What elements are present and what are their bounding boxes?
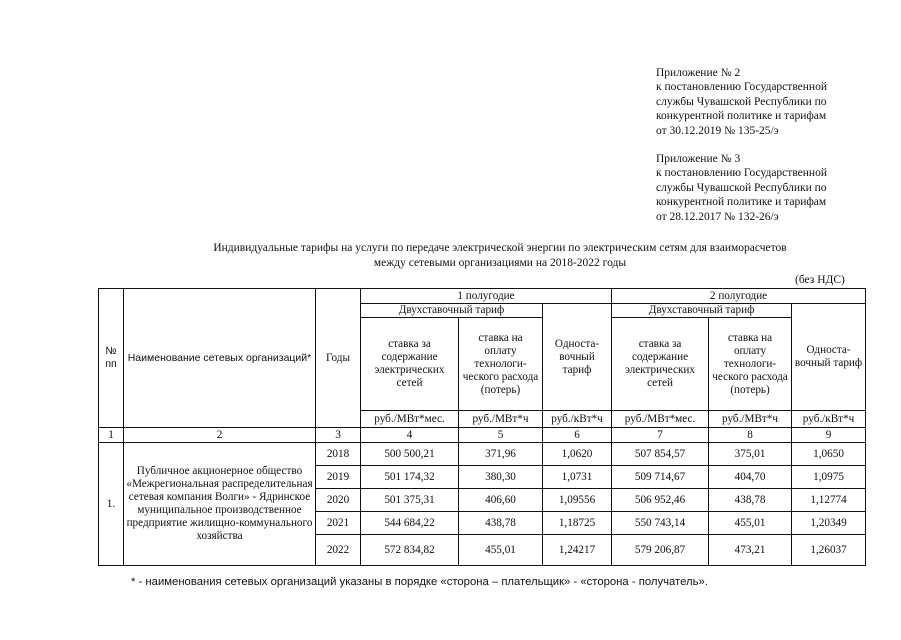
col-number: 7 <box>612 428 709 443</box>
cell-h2-single: 1,20349 <box>792 512 866 535</box>
appendix-2-line: конкурентной политике и тарифам <box>656 110 827 123</box>
cell-h2-maint: 509 714,67 <box>612 466 709 489</box>
cell-h2-loss: 375,01 <box>709 443 792 466</box>
cell-h2-loss: 473,21 <box>709 535 792 566</box>
cell-h1-single: 1,18725 <box>543 512 612 535</box>
cell-h2-maint: 507 854,57 <box>612 443 709 466</box>
header-rate-maint-1: ставка за содержание электрических сетей <box>361 318 459 411</box>
unit-mwh-1: руб./МВт*ч <box>459 411 543 428</box>
unit-month-2: руб./МВт*мес. <box>612 411 709 428</box>
cell-h1-loss: 380,30 <box>459 466 543 489</box>
cell-year: 2019 <box>316 466 361 489</box>
unit-mwh-2: руб./МВт*ч <box>709 411 792 428</box>
header-rate-loss-1: ставка на оплату технологи-ческого расхода (потерь) <box>459 318 543 411</box>
appendix-2-line: от 30.12.2019 № 135-25/э <box>656 124 779 137</box>
cell-h1-loss: 455,01 <box>459 535 543 566</box>
cell-h1-maint: 501 174,32 <box>361 466 459 489</box>
cell-h1-loss: 438,78 <box>459 512 543 535</box>
unit-kwh-1: руб./кВт*ч <box>543 411 612 428</box>
unit-month-1: руб./МВт*мес. <box>361 411 459 428</box>
header-single-2: Односта-вочный тариф <box>792 304 866 411</box>
header-half-1: 1 полугодие <box>361 289 612 304</box>
cell-h1-loss: 406,60 <box>459 489 543 512</box>
appendix-2-line: службы Чувашской Республики по <box>656 95 827 108</box>
col-number: 6 <box>543 428 612 443</box>
vat-note: (без НДС) <box>795 274 845 286</box>
cell-h1-maint: 501 375,31 <box>361 489 459 512</box>
cell-h1-single: 1,24217 <box>543 535 612 566</box>
footnote: * - наименования сетевых организаций указаны в порядке «сторона – плательщик» - «сторона - получатель». <box>131 576 708 588</box>
cell-h1-maint: 544 684,22 <box>361 512 459 535</box>
title-line-2: между сетевыми организациями на 2018-2022 годы <box>373 256 627 269</box>
appendix-2-line: Приложение № 2 <box>656 67 741 79</box>
title-line-1: Индивидуальные тарифы на услуги по передаче электрической энергии по электрическим сетям для взаиморасчетов <box>213 242 787 254</box>
cell-h2-maint: 579 206,87 <box>612 535 709 566</box>
tariff-table <box>98 288 866 566</box>
cell-h2-loss: 404,70 <box>709 466 792 489</box>
header-rate-loss-2: ставка на оплату технологи-ческого расхода (потерь) <box>709 318 792 411</box>
col-number: 5 <box>459 428 543 443</box>
appendix-3-block <box>656 152 891 224</box>
header-years: Годы <box>316 289 361 428</box>
header-half-2: 2 полугодие <box>612 289 866 304</box>
cell-year: 2021 <box>316 512 361 535</box>
cell-h2-single: 1,0650 <box>792 443 866 466</box>
appendix-2-line: к постановлению Государственной <box>656 81 827 94</box>
col-number: 4 <box>361 428 459 443</box>
cell-year: 2022 <box>316 535 361 566</box>
cell-h1-loss: 371,96 <box>459 443 543 466</box>
col-number: 3 <box>316 428 361 443</box>
cell-year: 2018 <box>316 443 361 466</box>
header-two-part-1: Двухставочный тариф <box>361 304 543 318</box>
header-single-1: Односта-вочный тариф <box>543 304 612 411</box>
header-num: № пп <box>99 289 124 428</box>
header-two-part-2: Двухставочный тариф <box>612 304 792 318</box>
cell-h1-single: 1,0731 <box>543 466 612 489</box>
appendix-3-line: от 28.12.2017 № 132-26/э <box>656 210 779 223</box>
cell-h2-single: 1,0975 <box>792 466 866 489</box>
org-name: Публичное акционерное общество «Межрегиональная распределительная сетевая компания Волги» - Ядринское муниципальное производственное предприятие жилищно-коммунального хозяйства <box>124 443 316 566</box>
header-rate-maint-2: ставка за содержание электрических сетей <box>612 318 709 411</box>
cell-h1-maint: 572 834,82 <box>361 535 459 566</box>
unit-kwh-2: руб./кВт*ч <box>792 411 866 428</box>
appendix-3-line: службы Чувашской Республики по <box>656 181 827 194</box>
cell-h2-maint: 506 952,46 <box>612 489 709 512</box>
appendix-3-line: к постановлению Государственной <box>656 167 827 180</box>
header-org-name: Наименование сетевых организаций* <box>124 289 316 428</box>
col-number: 9 <box>792 428 866 443</box>
cell-h2-maint: 550 743,14 <box>612 512 709 535</box>
appendix-2-block <box>656 66 891 138</box>
appendix-3-line: конкурентной политике и тарифам <box>656 196 827 209</box>
cell-h1-single: 1,09556 <box>543 489 612 512</box>
cell-h1-maint: 500 500,21 <box>361 443 459 466</box>
table-row <box>99 443 866 466</box>
appendix-3-line: Приложение № 3 <box>656 153 741 165</box>
cell-h2-loss: 455,01 <box>709 512 792 535</box>
cell-h2-loss: 438,78 <box>709 489 792 512</box>
org-number: 1. <box>99 443 124 566</box>
col-number: 8 <box>709 428 792 443</box>
document-title <box>140 241 860 270</box>
col-number: 2 <box>124 428 316 443</box>
col-number: 1 <box>99 428 124 443</box>
cell-year: 2020 <box>316 489 361 512</box>
cell-h2-single: 1,12774 <box>792 489 866 512</box>
cell-h2-single: 1,26037 <box>792 535 866 566</box>
cell-h1-single: 1,0620 <box>543 443 612 466</box>
